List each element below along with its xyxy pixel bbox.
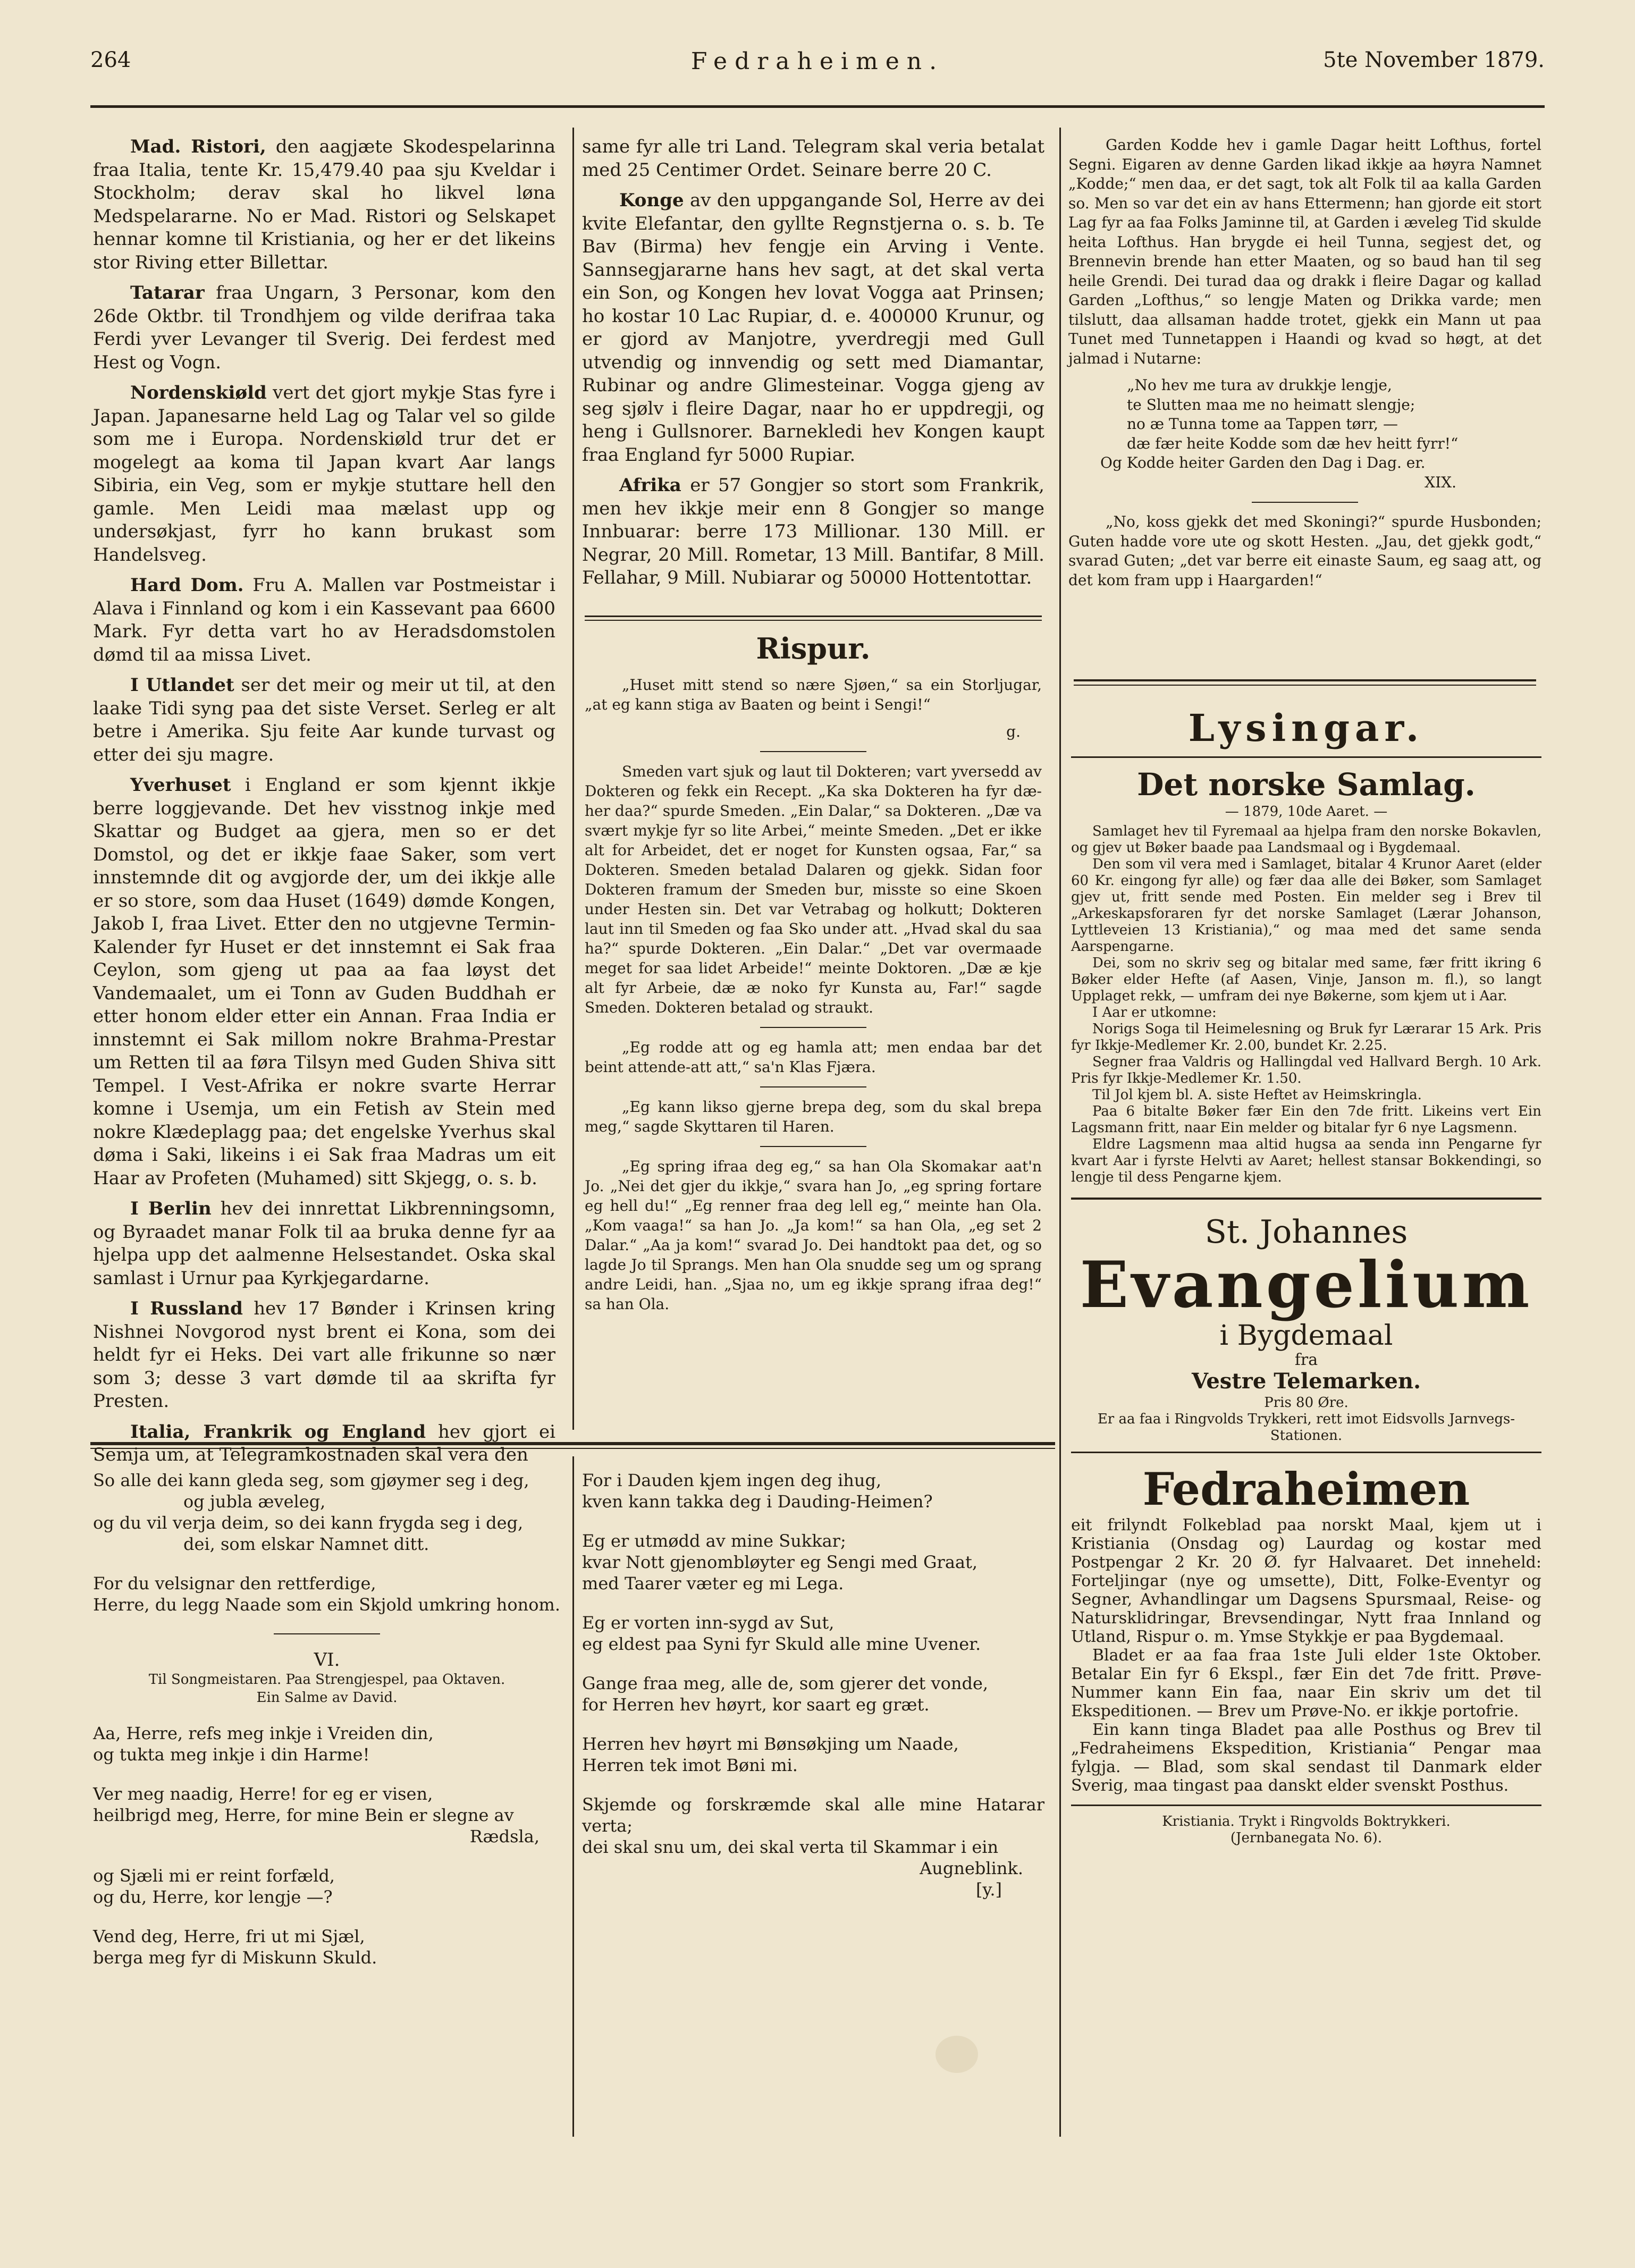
section-rule — [1071, 1198, 1541, 1200]
column-rule — [1059, 1430, 1061, 2137]
evangelium-price: Pris 80 Øre. — [1264, 1395, 1349, 1411]
rispur-section — [585, 627, 1042, 1321]
news-item: Italia, Frankrik og England hev gjort ei Semja um, at Telegramkostnaden skal vera den — [93, 1421, 556, 1465]
section-rule — [585, 620, 1042, 621]
divider — [760, 1027, 866, 1028]
story-verse: „No hev me tura av drukkje lengje, te Slutten maa me no heimatt slengje; no æ Tunna tome aa Tappen tørr, — dæ fær heite Kodde som dæ hev heitt fyrr!“ — [1127, 376, 1459, 452]
evangelium-note: Er aa faa i Ringvolds Trykkeri, rett imot Eidsvolls Jarnvegs-Stationen. — [1097, 1411, 1515, 1444]
section-rule — [1071, 1805, 1541, 1806]
masthead-title: Fedraheimen. — [690, 48, 945, 75]
anecdote: „Eg spring ifraa deg eg,“ sa han Ola Skomakar aat'n Jo. „Nei det gjer du ikkje,“ svara han Jo, „eg spring fortare eg hell du!“ „Eg renner fraa deg lell eg,“ meinte han Ola. „Kom vaaga!“ sa han Jo. „Ja kom!“ sa han Ola, „eg set 2 Dalar.“ „Aa ja kom!“ svarad Jo. Dei handtokt paa det, og so lagde Jo til Sprangs. Men han Ola snudde seg um og sprang andre Leidi, han. „Sjaa no, um eg ikkje sprang ifraa deg!“ sa han Ola. — [585, 1158, 1042, 1313]
issue-date: 5te November 1879. — [1323, 48, 1545, 72]
news-item: Hard Dom. Fru A. Mallen var Postmeistar i Alava i Finnland og kom i ein Kassevant paa 6600 Mark. Fyr detta vart ho av Heradsdomstolen dømd til aa missa Livet. — [93, 575, 556, 665]
column-rule — [572, 128, 574, 1430]
psalm-subtitle: Til Songmeistaren. Paa Strengjespel, paa Oktaven. — [148, 1672, 505, 1688]
evangelium-small: St. Johannes — [1204, 1213, 1408, 1251]
divider — [760, 751, 866, 752]
column-rule — [572, 1456, 574, 2137]
story: „No, koss gjekk det med Skoningi?“ spurde Husbonden; Guten hadde vore ute og skott Hesten. „Jau, det gjekk godt,“ svarad Guten; „det var berre eit einaste Saum, eg saag att, og det kom fram upp i Haargarden!“ — [1068, 513, 1541, 589]
news-item: I Berlin hev dei innrettat Likbrenningsomn, og Byraadet manar Folk til aa bruka denne fyr aa hjelpa upp det aalmenne Helsestandet. Oska skal samlast i Urnur paa Kyrkjegardarne. — [93, 1198, 556, 1289]
psalm-number: VI. — [314, 1649, 340, 1671]
divider — [760, 1146, 866, 1147]
page-header — [90, 48, 1545, 85]
page-number: 264 — [90, 48, 131, 72]
samlag-title: Det norske Samlag. — [1137, 766, 1476, 803]
advertisements: Lysingar. Det norske Samlag. — 1879, 10de Aaret. — Samlaget hev til Fyremaal aa hjelpa fram den norske Bokavlen, og gjev ut Bøker baade paa Landsmaal og i Bygdemaal. Den som vil vera med i Samlaget, bitalar 4 Krunor Aaret (elder 60 Kr. eingong fyr alle) og fær daa alle dei Bøker, som Samlaget gjev ut, fritt sende med Posten. Ein melder seg i Brev til „Arkeskapsforaren fyr det norske Samlaget (Lærar Johanson, Lyttleveien 13 Kristiania),“ og maa med det same senda Aarspengarne. Dei, som no skriv seg og bitalar med same, fær fritt ikring 6 Bøker elder Hefte (af Aasen, Vinje, Janson m. fl.), so langt Upplaget rekk, — umfram dei nye Bøkerne, som kjem ut i Aar. I Aar er utkomne: Norigs Soga til Heimelesning og Bruk fyr Lærarar 15 Ark. Pris fyr Ikkje-Medlemer Kr. 2.00, bundet Kr. 2.25. Segner fraa Valdris og Hallingdal ved Hallvard Bergh. 10 Ark. Pris fyr Ikkje-Medlemer Kr. 1.50. Til Jol kjem bl. A. siste Heftet av Heimskringla. Paa 6 bitalte Bøker fær Ein den 7de fritt. Likeins vert Ein Lagsmann fritt, naar Ein melder og bitalar fyr 6 nye Lagsmenn. Eldre Lagsmenn maa altid hugsa aa senda inn Pengarne fyr kvart Aar i fyrste Helvti av Aaret; hellest stansar Bokkendingi, so lengje til dess Pengarne kjem. St. Johannes Evangelium i Bygdemaal fra Vestre Telemarken. Pris 80 Øre. Er aa faa i Ringvolds Trykkeri, rett imot Eidsvolls Jarnvegs-Stationen. Fedraheimen eit frilyndt Folkeblad paa norskt Maal, kjem ut i Kristiania (Onsdag og) Laurdag og kostar med Postpengar 2 Kr. 20 Ø. fyr Halvaaret. Det inneheld: Forteljingar (nye og umsette), Ditt, Folke-Eventyr og Segner, Avhandlingar um Dagsens Spursmaal, Reise- og Natursklidringar, Brevsendingar, Nytt fraa Innland og Utland, Rispur o. m. Ymse Stykkje er paa Bygdemaal. Bladet er aa faa fraa 1ste Juli elder 1ste Oktober. Betalar Ein fyr 6 Ekspl., fær Ein det 7de fritt. Prøve-Nummer kann Ein faa, naar Ein skriv um det til Ekspeditionen. — Brev um Prøve-No. er ikkje portofrie. Ein kann tinga Bladet paa alle Posthus og Brev til „Fedraheimens Ekspedition, Kristiania“ Pengar maa fylgja. — Blad, som skal sendast til Danmark elder Sverig, maa tingast paa danskt elder svenskt Posthus. Kristiania. Trykt i Ringvolds Boktrykkeri. (Jernbanegata No. 6). — [1071, 704, 1541, 1847]
imprint-address: (Jernbanegata No. 6). — [1230, 1830, 1383, 1846]
column-rule — [1059, 128, 1061, 1430]
section-rule — [1074, 685, 1536, 686]
news-item: Konge av den uppgangande Sol, Herre av dei kvite Elefantar, den gyllte Regnstjerna o. s. b. Te Bav (Birma) hev fengje ein Arving i Vente. Sannsegjararne hans hev sagt, at det skal verta ein Son, og Kongen hev lovat Vogga aat Prinsen; ho kostar 10 Lac Rupiar, d. e. 400000 Krunur, og er gjord av Manjotre, yverdregji med Gull utvendig og innvendig og sett med Diamantar, Rubinar og andre Glimesteinar. Vogga gjeng av seg sjølv i fleire Dagar, naar ho er uppdregji, og heng i Gullsnorer. Barnekledi hev Kongen kaupt fraa England fyr 5000 Rupiar. — [582, 190, 1044, 466]
news-column-1 — [93, 136, 555, 1474]
psalm-subtitle: Ein Salme av David. — [256, 1690, 398, 1706]
evangelium-place: Vestre Telemarken. — [1191, 1369, 1421, 1394]
news-column-3: Garden Kodde hev i gamle Dagar heitt Lofthus, fortel Segni. Eigaren av denne Garden likad ikkje aa høyra Namnet „Kodde;“ men daa, er det sagt, tok alt Folk til aa kalla Garden so. Men so var det ein av hans Ettermenn; han gjorde eit stort Lag fyr aa faa Folks Jaminne til, at Garden i æveleg Tid skulde heita Lofthus. Han brygde ei heil Tunna, segjest det, og Brennevin brende han etter Maaten, og so baud han til seg heile Grendi. Dei turad daa og drakk i fleire Dagar og kallad Garden „Lofthus,“ so lengje Maten og Drikka varde; men tilslutt, daa allsaman hadde trotet, gjekk ein Mann ut paa Tunet med Tunnetappen i Haandi og kvad so høgt, at det jalmad i Nutarne: „No hev me tura av drukkje lengje, te Slutten maa me no heimatt slengje; no æ Tunna tome aa Tappen tørr, — dæ fær heite Kodde som dæ hev heitt fyrr!“ Og Kodde heiter Garden den Dag i Dag. er. XIX. „No, koss gjekk det med Skoningi?“ spurde Husbonden; Guten hadde vore ute og skott Hesten. „Jau, det gjekk godt,“ svarad Guten; „det var berre eit einaste Saum, eg saag att, og det kom fram upp i Haargarden!“ — [1068, 136, 1541, 597]
news-item: Tatarar fraa Ungarn, 3 Personar, kom den 26de Oktbr. til Trondhjem og vilde derifraa taka Ferdi yver Levanger til Sverig. Dei ferdest med Hest og Vogn. — [93, 282, 555, 373]
news-item: Yverhuset i England er som kjennt ikkje berre loggjevande. Det hev visstnog inkje med Skattar og Budget aa gjera, men so er det Domstol, og det er ikkje faae Saker, som vert innstemnde dit og avgjorde der, um dei ikkje alle er so store, som daa Huset (1649) dømde Kongen, Jakob I, fraa Livet. Etter den no utgjevne Termin-Kalender fyr Huset er det innstemnt ei Sak fraa Ceylon, som gjeng ut paa aa faa løyst det Vandemaalet, um ei Tonn av Guden Buddhah er etter honom elder etter ein Annan. Fraa India er innstemnt ei Sak millom nokre Brahma-Prestar um Retten til aa føra Tilsyn med Guden Shiva sitt Tempel. I Vest-Afrika er nokre svarte Herrar komne i Usemja, um ein Fetish av Stein med nokre Klædeplagg paa; det engelske Yverhus skal døma i Saki, likeins i ei Sak fraa Madras um eit Haar av Profeten (Muhamed) sitt Skjegg, o. s. b. — [93, 774, 555, 1189]
anecdote: „Eg kann likso gjerne brepa deg, som du skal brepa meg,“ sagde Skyttaren til Haren. — [585, 1098, 1042, 1135]
section-rule — [1071, 1452, 1541, 1453]
psalm-left: So alle dei kann gleda seg, som gjøymer seg i deg, og jubla æveleg, og du vil verja deim, so dei kann frygda seg i deg, dei, som elskar Namnet ditt. For du velsignar den rettferdige, Herre, du legg Naade som ein Skjold umkring honom. VI. Til Songmeistaren. Paa Strengjespel, paa Oktaven. Ein Salme av David. Aa, Herre, refs meg inkje i Vreiden din, og tukta meg inkje i din Harme! Ver meg naadig, Herre! for eg er visen, heilbrigd meg, Herre, for mine Bein er slegne av Rædsla, og Sjæli mi er reint forfæld, og du, Herre, kor lengje —? Vend deg, Herre, fri ut mi Sjæl, berga meg fyr di Miskunn Skuld. — [93, 1470, 560, 1968]
paper-stain — [936, 2036, 978, 2073]
news-item: Nordenskiøld vert det gjort mykje Stas fyre i Japan. Japanesarne held Lag og Talar vel so gilde som me i Europa. Nordenskiøld trur det er mogelegt aa koma til Japan kvart Aar langs Sibiria, ein Veg, som er mykje stuttare hell den gamle. Men Leidi maa mælast upp og undersøkjast, fyrr ho kann brukast som Handelsveg. — [93, 382, 555, 566]
section-rule — [1074, 679, 1536, 681]
rispur-heading: Rispur. — [756, 631, 871, 665]
divider — [274, 1633, 380, 1634]
header-rule — [90, 105, 1545, 108]
psalm-middle: For i Dauden kjem ingen deg ihug, kven kann takka deg i Dauding-Heimen? Eg er utmødd av mine Sukkar; kvar Nott gjenombløyter eg Sengi med Graat, med Taarer væter eg mi Lega. Eg er vorten inn-sygd av Sut, eg eldest paa Syni fyr Skuld alle mine Uvener. Gange fraa meg, alle de, som gjerer det vonde, for Herren hev høyrt, kor saart eg græt. Herren hev høyrt mi Bønsøkjing um Naade, Herren tek imot Bøni mi. Skjemde og forskræmde skal alle mine Hatarar verta; dei skal snu um, dei skal verta til Skammar i ein Augneblink. [y.] — [582, 1470, 1044, 1900]
evangelium-sub: i Bygdemaal — [1219, 1320, 1393, 1352]
divider — [760, 1086, 866, 1087]
anecdote: „Huset mitt stend so nære Sjøen,“ sa ein Storljugar, „at eg kann stiga av Baaten og beint i Sengi!“ — [585, 676, 1042, 713]
anecdote: „Eg rodde att og eg hamla att; men endaa bar det beint attende-att att,“ sa'n Klas Fjæra. — [585, 1039, 1042, 1076]
section-rule — [1071, 756, 1541, 758]
news-item: same fyr alle tri Land. Telegram skal veria betalat med 25 Centimer Ordet. Seinare berre 20 C. — [582, 136, 1044, 181]
news-item: I Russland hev 17 Bønder i Krinsen kring Nishnei Novgorod nyst brent ei Kona, som dei heldt fyr ei Heks. Dei vart alle frikunne so nær som 3; desse 3 vart dømde til aa skrifta fyr Presten. — [93, 1298, 555, 1412]
section-number: XIX. — [1425, 473, 1456, 491]
samlag-year: — 1879, 10de Aaret. — — [1225, 804, 1388, 820]
section-rule — [585, 616, 1042, 617]
story: Garden Kodde hev i gamle Dagar heitt Lofthus, fortel Segni. Eigaren av denne Garden likad ikkje aa høyra Namnet „Kodde;“ men daa, er det sagt, tok alt Folk til aa kalla Garden so. Men so var det ein av hans Ettermenn; han gjorde eit stort Lag fyr aa faa Folks Jaminne til, at Garden i æveleg Tid skulde heita Lofthus. Han brygde ei heil Tunna, segjest det, og Brennevin brende han etter Maaten, og so baud han til seg heile Grendi. Dei turad daa og drakk i fleire Dagar og kallad Garden „Lofthus,“ so lengje Maten og Drikka varde; men tilslutt, daa allsaman hadde trotet, gjekk ein Mann ut paa Tunet med Tunnetappen i Haandi og kvad so høgt, at det jalmad i Nutarne: — [1068, 136, 1541, 367]
anecdote: Smeden vart sjuk og laut til Dokteren; vart yversedd av Dokteren og fekk ein Recept. „Ka ska Dokteren ha fyr dæ-her daa?“ spurde Smeden. „Ein Dalar,“ sa Dokteren. „Dæ va svært mykje fyr so lite Arbei,“ meinte Smeden. „Det er ikke alt for Arbeidet, det er noget for Kunsten ogsaa, Far,“ sa Dokteren. Smeden betalad Dalaren og gjekk. Sidan foor Dokteren framum der Smeden bur, misste so eine Skoen under Hesten sin. Det var Vetrabag og holkutt; Dokteren laut inn til Smeden og faa Sko under att. „Hvad skal du saa ha?“ spurde Dokteren. „Ein Dalar.“ „Det var overmaade meget for saa lidet Arbeide!“ meinte Doktoren. „Dæ æ kje alt fyr Arbeie, dæ æ noko fyr Kunsta au, Far!“ sagde Smeden. Dokteren betalad og straukt. — [585, 763, 1042, 1016]
divider — [1252, 502, 1358, 503]
news-item: Afrika er 57 Gongjer so stort som Frankrik, men hev ikkje meir enn 8 Gongjer so mange Innbuarar: berre 173 Millionar. 130 Mill. er Negrar, 20 Mill. Rometar, 13 Mill. Bantifar, 8 Mill. Fellahar, 9 Mill. Nubiarar og 50000 Hottentottar. — [582, 475, 1044, 588]
news-item: I Utlandet ser det meir og meir ut til, at den laake Tidi syng paa det siste Verset. Serleg er alt betre i Amerika. Sju feite Aar kunde turvast og etter dei sju magre. — [93, 675, 555, 765]
lysingar-heading: Lysingar. — [1188, 706, 1425, 750]
news-item: Mad. Ristori, den aagjæte Skodespelarinna fraa Italia, tente Kr. 15,479.40 paa sju Kveldar i Stockholm; derav skal ho likvel løna Medspelararne. No er Mad. Ristori og Selskapet hennar komne til Kristiania, og her er det likeins stor Riving etter Billettar. — [93, 136, 555, 273]
imprint: Kristiania. Trykt i Ringvolds Boktrykkeri. — [1162, 1814, 1451, 1829]
fedraheimen-title: Fedraheimen — [1142, 1463, 1470, 1515]
evangelium-title: Evangelium — [1080, 1247, 1533, 1322]
news-column-2 — [582, 136, 1044, 597]
anecdote-signature: g. — [1006, 723, 1021, 740]
signature: [y.] — [976, 1879, 1002, 1900]
